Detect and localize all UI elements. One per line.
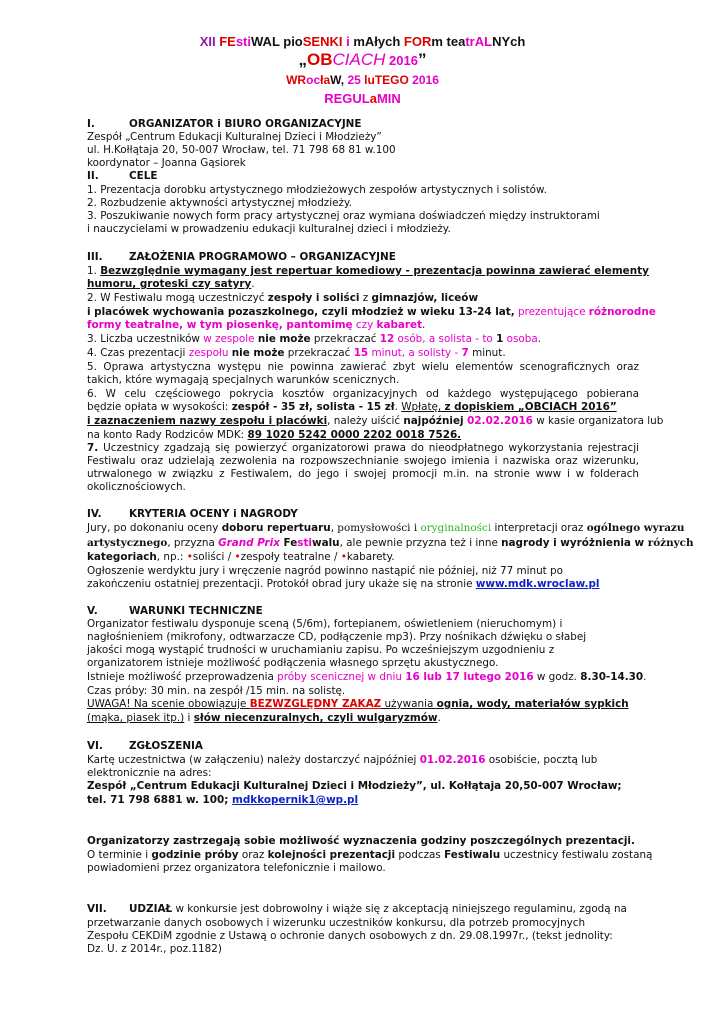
rule-1-cont: humoru, groteski czy satyry. [87, 278, 255, 290]
festival-title: XII FEstiWAL pioSENKI i mAłych FORm teatrALNYch [199, 34, 526, 49]
section-1-heading: I. ORGANIZATOR i BIURO ORGANIZACYJNE [87, 118, 362, 130]
registration-line-2: elektronicznie na adres: [87, 767, 212, 779]
festival-date: WRocłaW, 25 luTEGO 2016 [286, 73, 439, 87]
consent-line-3: Zespołu CEKDiM zgodnie z Ustawą o ochronie danych osobowych z dn. 29.08.1997r., (tekst jednolity: [87, 930, 613, 942]
schedule-note-cont: powiadomieni przez organizatora telefonicznie i mailowo. [87, 862, 386, 874]
registration-line-1: Kartę uczestnictwa (w załączeniu) należy dostarczyć najpóźniej 01.02.2016 osobiście, pocztą lub [87, 754, 598, 766]
goal-2: 2. Rozbudzenie aktywności artystycznej młodzieży. [87, 197, 352, 209]
rule-1: 1. Bezwzględnie wymagany jest repertuar komediowy - prezentacja powinna zawierać elementy [87, 265, 649, 277]
tech-line-1: Organizator festiwalu dysponuje sceną (5/6m), fortepianem, oświetleniem (nieruchomym) i [87, 618, 563, 630]
goal-3-cont: i nauczycielami w prowadzeniu edukacji kulturalnej dzieci i młodzieży. [87, 223, 451, 235]
verdict-line-cont: zakończeniu ostatniej prezentacji. Protokół obrad jury ukaże się na stronie www.mdk.wroclaw.pl [87, 578, 600, 590]
stage-warning-cont: (mąka, piasek itp.) i słów niecenzuralnych, czyli wulgaryzmów. [87, 712, 441, 724]
goal-3: 3. Poszukiwanie nowych form pracy artystycznej oraz wymiana doświadczeń między instruktorami [87, 210, 600, 222]
rule-6: 6. W celu częściowego pokrycia kosztów organizacyjnych od każdego występującego pobierana [87, 388, 639, 400]
rule-7-cont-2: utrwalonego w związku z Festiwalem, do jego i swojej promocji m.in. na stronie www i w folderach [87, 468, 639, 480]
regulamin-heading: REGULaMIN [324, 91, 401, 106]
consent-line-2: przetwarzanie danych osobowych i wizerunku uczestników konkursu, dla potrzeb promocyjnych [87, 917, 586, 929]
festival-name: „OBCIACH 2016” [298, 50, 427, 69]
stage-warning: UWAGA! Na scenie obowiązuje BEZWZGLĘDNY ZAKAZ używania ognia, wody, materiałów sypkich [87, 698, 629, 710]
registration-contact: tel. 71 798 6881 w. 100; mdkkopernik1@wp.pl [87, 794, 359, 806]
rule-7: 7. Uczestnicy zgadzają się powierzyć organizatorowi prawa do nieodpłatnego wykorzystania rejestracji [87, 442, 639, 454]
rule-4: 4. Czas prezentacji zespołu nie może przekraczać 15 minut, a solisty - 7 minut. [87, 347, 506, 359]
reservation-note: Organizatorzy zastrzegają sobie możliwość wyznaczenia godziny poszczególnych prezentacji. [87, 835, 635, 847]
schedule-note: O terminie i godzinie próby oraz kolejności prezentacji podczas Festiwalu uczestnicy festiwalu zostaną [87, 849, 653, 861]
organizer-name: Zespół „Centrum Edukacji Kulturalnej Dzieci i Młodzieży” [87, 131, 382, 143]
consent-line-4: Dz. U. z 2014r., poz.1182) [87, 943, 222, 955]
rule-7-cont-3: okolicznościowych. [87, 481, 186, 493]
rule-2-cont: i placówek wychowania pozaszkolnego, czyli młodzież w wieku 13-24 lat, prezentujące różnorodne [87, 306, 656, 318]
section-3-heading: III. ZAŁOŻENIA PROGRAMOWO – ORGANIZACYJNE [87, 251, 396, 263]
rule-3: 3. Liczba uczestników w zespole nie może przekraczać 12 osób, a solista - to 1 osoba. [87, 333, 542, 345]
section-6-heading: VI. ZGŁOSZENIA [87, 740, 203, 752]
tech-line-3: jakości mogą wystąpić trudności w uruchamianiu zapisu. Po wcześniejszym uzgodnieniu z [87, 644, 555, 656]
tech-line-4: organizatorem istnieje możliwość podłączenia własnego sprzętu akustycznego. [87, 657, 499, 669]
section-4-heading: IV. KRYTERIA OCENY i NAGRODY [87, 508, 298, 520]
tech-line-2: nagłośnieniem (mikrofony, odtwarzacze CD, podłączenie mp3). Przy nośnikach dźwięku o słabej [87, 631, 587, 643]
coordinator: koordynator – Joanna Gąsiorek [87, 157, 246, 169]
rule-2-forms: formy teatralne, w tym piosenkę, pantomimę czy kabaret. [87, 319, 426, 331]
rule-2: 2. W Festiwalu mogą uczestniczyć zespoły i soliści z gimnazjów, liceów [87, 292, 479, 304]
goal-1: 1. Prezentacja dorobku artystycznego młodzieżowych zespołów artystycznych i solistów. [87, 184, 547, 196]
rule-5: 5. Oprawa artystyczna występu nie powinna zawierać zbyt wielu elementów scenograficznych oraz [87, 361, 639, 373]
rule-5-cont: takich, które wymagają specjalnych warunków scenicznych. [87, 374, 400, 386]
criteria-categories: kategoriach, np.: •soliści / •zespoły teatralne / •kabarety. [87, 551, 395, 563]
verdict-line: Ogłoszenie werdyktu jury i wręczenie nagród powinno nastąpić nie później, niż 77 minut po [87, 565, 564, 577]
rule-6-fee: będzie opłata w wysokości: zespół - 35 zł, solista - 15 zł. Wpłatę, z dopiskiem „OBCIACH 2016” [87, 401, 617, 413]
organizer-address: ul. H.Kołłątaja 20, 50-007 Wrocław, tel. 71 798 68 81 w.100 [87, 144, 396, 156]
mdk-website-link[interactable]: www.mdk.wroclaw.pl [475, 578, 600, 590]
criteria-line-1: Jury, po dokonaniu oceny doboru repertuaru, pomysłowości i oryginalności interpretacji oraz ogólnego wyrazu [87, 522, 685, 534]
criteria-line-2: artystycznego, przyzna Grand Prix Festiwalu, ale pewnie przyzna też i inne nagrody i wyróżnienia w różnych [87, 537, 694, 549]
section-5-heading: V. WARUNKI TECHNICZNE [87, 605, 263, 617]
section-2-heading: II. CELE [87, 170, 158, 182]
registration-address: Zespół „Centrum Edukacji Kulturalnej Dzieci i Młodzieży”, ul. Kołłątaja 20,50-007 Wrocław; [87, 780, 622, 792]
section-7: VII. UDZIAŁ w konkursie jest dobrowolny i wiąże się z akceptacją niniejszego regulaminu, zgodą na [87, 903, 627, 915]
rule-7-cont-1: Festiwalu oraz udzielają zezwolenia na rozpowszechnianie swojego imienia i nazwiska oraz wizerunku, [87, 455, 639, 467]
rule-6-account: na konto Rady Rodziców MDK: 89 1020 5242 0000 2202 0018 7526. [87, 429, 462, 441]
rehearsal-line: Istnieje możliwość przeprowadzenia próby scenicznej w dniu 16 lub 17 lutego 2016 w godz. 8.30-14.30. [87, 671, 647, 683]
email-link[interactable]: mdkkopernik1@wp.pl [232, 794, 359, 806]
rehearsal-time: Czas próby: 30 min. na zespół /15 min. na solistę. [87, 685, 346, 697]
rule-6-payment: i zaznaczeniem nazwy zespołu i placówki, należy uiścić najpóźniej 02.02.2016 w kasie organizatora lub [87, 415, 664, 427]
